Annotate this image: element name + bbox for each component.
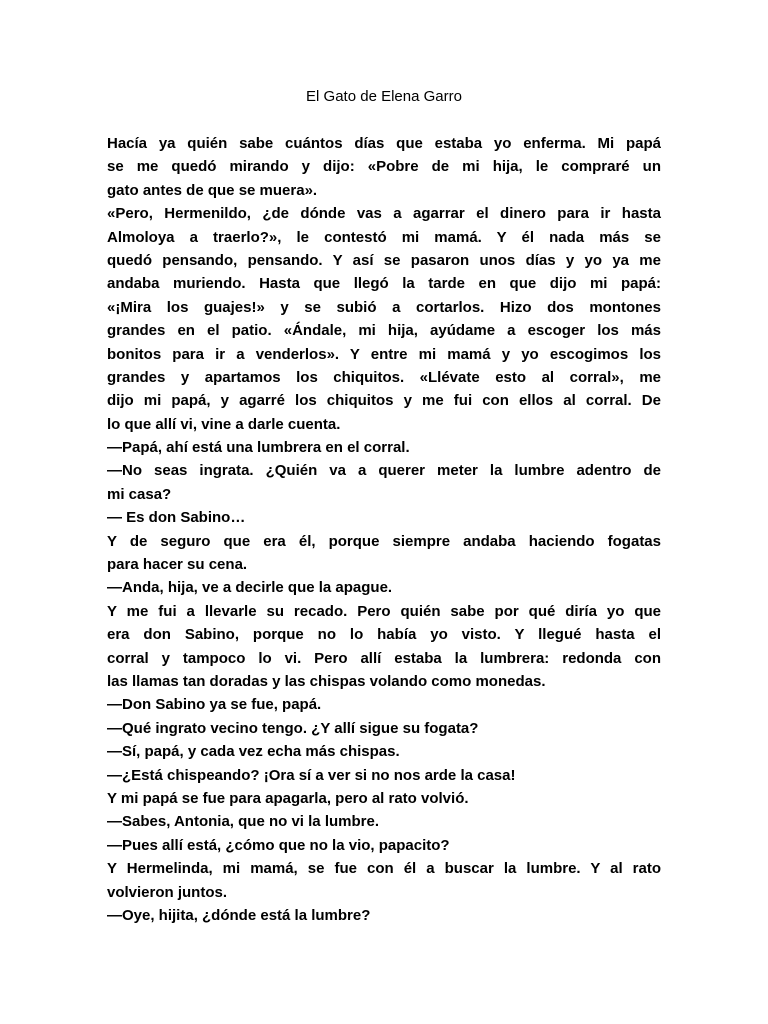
text-line: grandes y apartamos los chiquitos. «Llévate esto al corral», me	[107, 368, 661, 386]
text-line: — Es don Sabino…	[107, 509, 246, 527]
text-line: Y de seguro que era él, porque siempre andaba haciendo fogatas	[107, 532, 661, 550]
text-line: —Pues allí está, ¿cómo que no la vio, papacito?	[107, 836, 450, 854]
document-body	[107, 132, 661, 927]
text-line: bonitos para ir a venderlos». Y entre mi mamá y yo escogimos los	[107, 345, 661, 363]
text-line: —¿Está chispeando? ¡Ora sí a ver si no nos arde la casa!	[107, 766, 516, 784]
text-line: quedó pensando, pensando. Y así se pasaron unos días y yo ya me	[107, 251, 661, 269]
text-line: grandes en el patio. «Ándale, mi hija, ayúdame a escoger los más	[107, 322, 661, 340]
text-line: corral y tampoco lo vi. Pero allí estaba la lumbrera: redonda con	[107, 649, 661, 667]
text-line: Hacía ya quién sabe cuántos días que estaba yo enferma. Mi papá	[107, 135, 661, 152]
text-line: —Sí, papá, y cada vez echa más chispas.	[107, 743, 400, 761]
text-line: —Don Sabino ya se fue, papá.	[107, 696, 322, 714]
text-line: para hacer su cena.	[107, 556, 248, 574]
document-page	[107, 86, 661, 927]
text-line: se me quedó mirando y dijo: «Pobre de mi hija, le compraré un	[107, 158, 661, 176]
text-line: «¡Mira los guajes!» y se subió a cortarlos. Hizo dos montones	[107, 298, 661, 316]
text-line: —Papá, ahí está una lumbrera en el corral.	[107, 439, 410, 457]
text-line: gato antes de que se muera».	[107, 181, 318, 199]
text-line: era don Sabino, porque no lo había yo visto. Y llegué hasta el	[107, 626, 661, 644]
text-line: —Sabes, Antonia, que no vi la lumbre.	[107, 813, 379, 831]
text-line: las llamas tan doradas y las chispas volando como monedas.	[107, 672, 546, 690]
text-line: —Oye, hijita, ¿dónde está la lumbre?	[107, 906, 371, 924]
document-title: El Gato de Elena Garro	[306, 88, 462, 105]
text-line: volvieron juntos.	[107, 883, 228, 901]
text-line: «Pero, Hermenildo, ¿de dónde vas a agarrar el dinero para ir hasta	[107, 205, 661, 223]
text-line: —Anda, hija, ve a decirle que la apague.	[107, 579, 393, 597]
text-line: lo que allí vi, vine a darle cuenta.	[107, 415, 341, 433]
text-line: —No seas ingrata. ¿Quién va a querer meter la lumbre adentro de	[107, 462, 661, 480]
text-line: andaba muriendo. Hasta que llegó la tarde en que dijo mi papá:	[107, 275, 661, 293]
text-line: mi casa?	[107, 485, 172, 503]
text-line: Y mi papá se fue para apagarla, pero al rato volvió.	[107, 789, 469, 807]
text-line: Y me fui a llevarle su recado. Pero quién sabe por qué diría yo que	[107, 602, 661, 620]
text-line: —Qué ingrato vecino tengo. ¿Y allí sigue su fogata?	[107, 719, 479, 737]
text-line: dijo mi papá, y agarré los chiquitos y me fui con ellos al corral. De	[107, 392, 661, 410]
text-line: Almoloya a traerlo?», le contestó mi mamá. Y él nada más se	[107, 228, 661, 246]
text-line: Y Hermelinda, mi mamá, se fue con él a buscar la lumbre. Y al rato	[107, 860, 661, 878]
